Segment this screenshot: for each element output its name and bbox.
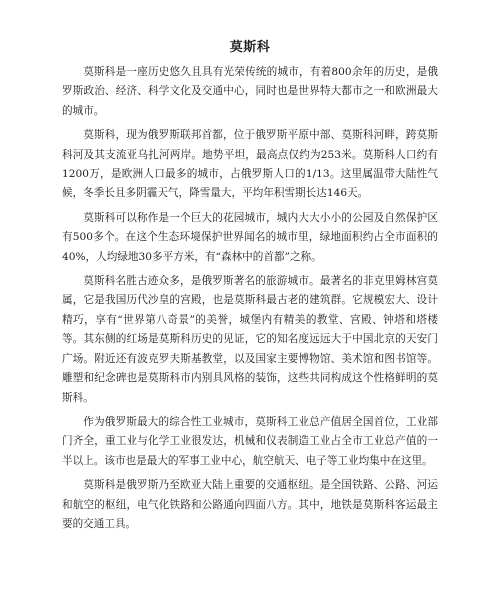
document-title: 莫斯科 (229, 40, 271, 55)
paragraph-industry: 作为俄罗斯最大的综合性工业城市，莫斯科工业总产值居全国首位，工业部门齐全，重工业与化学工业很发达，机械和仪表制造工业占全市工业总产值的一半以上。该市也是最大的军事工业中心，航空航天、电子等工业均集中在这里。 (62, 415, 438, 467)
paragraph-landmarks: 莫斯科名胜古迹众多，是俄罗斯著名的旅游城市。最著名的非克里姆林宫莫属，它是我国历代沙皇的宫殿，也是莫斯科最古老的建筑群。它规模宏大、设计精巧，享有“世界第八奇景”的美誉，城堡内有精美的教堂、宫殿、钟塔和塔楼等。其东侧的红场是莫斯科历史的见证，它的知名度远远大于中国北京的天安门广场。附近还有波克罗夫斯基教堂，以及国家主要博物馆、美术馆和图书馆等。雕塑和纪念碑也是莫斯科市内别具风格的装饰，这些共同构成这个性格鲜明的莫斯科。 (62, 275, 438, 404)
paragraph-greenery: 莫斯科可以称作是一个巨大的花园城市，城内大大小小的公园及自然保护区有500多个。在这个生态环境保护世界闻名的城市里，绿地面积约占全市面积的40%，人均绿地30多平方米，有“森林中的首都”之称。 (62, 211, 438, 263)
paragraph-transport: 莫斯科是俄罗斯乃至欧亚大陆上重要的交通枢纽。是全国铁路、公路、河运和航空的枢纽，电气化铁路和公路通向四面八方。其中，地铁是莫斯科客运最主要的交通工具。 (62, 479, 438, 530)
paragraph-geography: 莫斯科，现为俄罗斯联邦首都，位于俄罗斯平原中部、莫斯科河畔，跨莫斯科河及其支流亚乌扎河两岸。地势平坦，最高点仅约为253米。莫斯科人口约有1200万，是欧洲人口最多的城市，占俄罗斯人口的1/13。这里属温带大陆性气候，冬季长且多阴霾天气，降雪量大，平均年积雪期长达146天。 (62, 129, 438, 200)
paragraph-history: 莫斯科是一座历史悠久且具有光荣传统的城市，有着800余年的历史，是俄罗斯政治、经济、科学文化及交通中心，同时也是世界特大都市之一和欧洲最大的城市。 (62, 66, 438, 117)
